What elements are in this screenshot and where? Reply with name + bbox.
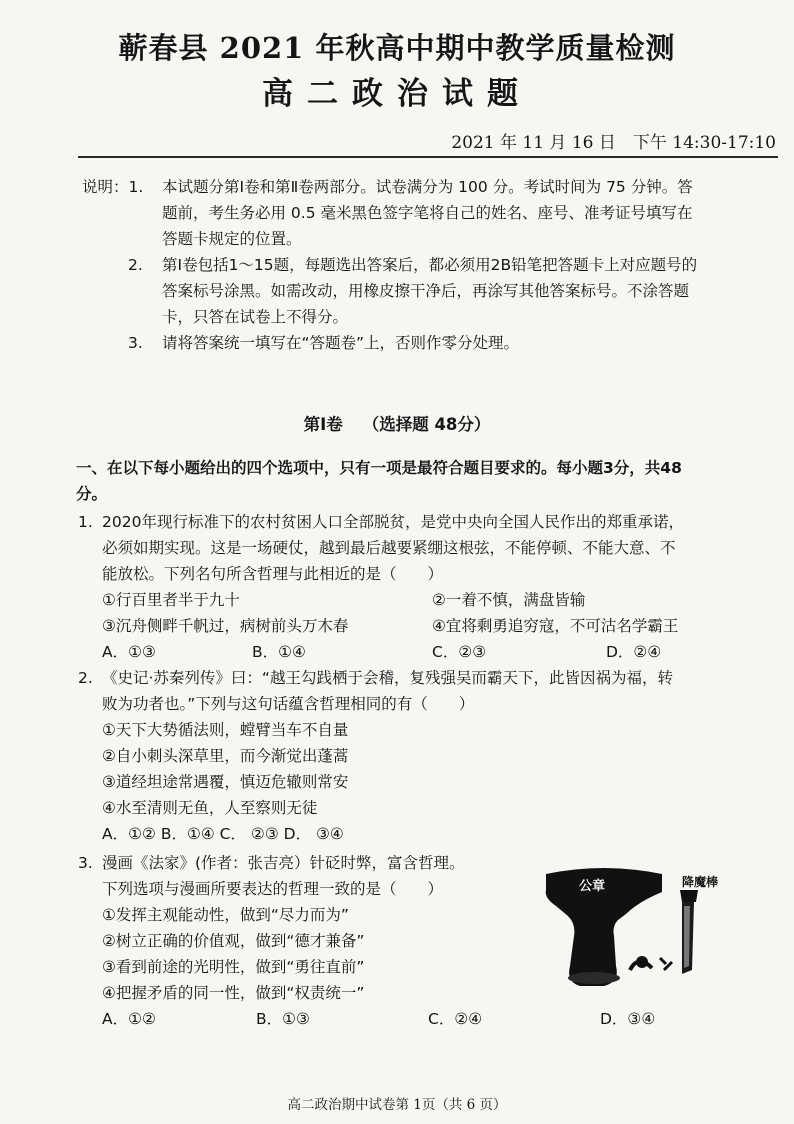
stick-label: 降魔棒 xyxy=(682,875,719,889)
question-2 xyxy=(78,665,778,847)
instruction-line: 题前，考生务必用 0.5 毫米黑色签字笔将自己的姓名、座号、准考证号填写在 xyxy=(162,204,693,222)
instruction-line: 卡，只答在试卷上不得分。 xyxy=(162,308,349,326)
instruction-line: 第Ⅰ卷包括1～15题，每题选出答案后，都必须用2B铅笔把答题卡上对应题号的 xyxy=(162,256,698,274)
option-b[interactable]: B．①③ xyxy=(256,1010,310,1028)
instruction-line: 答案标号涂黑。如需改动，用橡皮擦干净后，再涂写其他答案标号。不涂答题 xyxy=(162,282,690,300)
instruction-number: 1. xyxy=(128,178,144,196)
statement: ②一着不慎，满盘皆输 xyxy=(432,591,586,609)
option-d[interactable]: D．②④ xyxy=(606,643,662,661)
stamp-label: 公章 xyxy=(579,879,606,894)
option-a[interactable]: A．①② xyxy=(102,1010,156,1028)
section-heading xyxy=(0,411,794,435)
option-b[interactable]: B．①④ xyxy=(252,643,306,661)
question-stem-line: 2020年现行标准下的农村贫困人口全部脱贫，是党中央向全国人民作出的郑重承诺， xyxy=(102,513,684,531)
statement: ②自小刺头深草里，而今渐觉出蓬蒿 xyxy=(102,747,349,765)
instructions xyxy=(82,174,782,356)
header-divider xyxy=(78,156,778,158)
part-one-line: 一、在以下每小题给出的四个选项中，只有一项是最符合题目要求的。每小题3分，共48 xyxy=(76,459,682,477)
statement: ①行百里者半于九十 xyxy=(102,591,240,609)
question-number: 3. xyxy=(78,854,93,872)
statement: ③道经坦途常遇覆，慎迈危辙则常安 xyxy=(102,773,349,791)
question-number: 2. xyxy=(78,669,93,687)
question-stem-line: 败为功者也。”下列与这句话蕴含哲理相同的有（ ） xyxy=(102,695,475,713)
statement: ②树立正确的价值观，做到“德才兼备” xyxy=(102,932,365,950)
instruction-number: 2. xyxy=(128,256,143,274)
question-1 xyxy=(78,509,778,665)
instruction-line: 本试题分第Ⅰ卷和第Ⅱ卷两部分。试卷满分为 100 分。考试时间为 75 分钟。答 xyxy=(162,178,693,196)
option-c[interactable]: C．②④ xyxy=(428,1010,483,1028)
part-one-instruction xyxy=(76,455,786,507)
question-stem-line: 《史记·苏秦列传》曰：“越王勾践栖于会稽，复残强吴而霸天下，此皆因祸为福，转 xyxy=(102,669,673,687)
statement: ④宜将剩勇追穷寇，不可沽名学霸王 xyxy=(432,617,679,635)
volume-label: 第Ⅰ卷 xyxy=(303,415,343,434)
question-stem-line: 能放松。下列名句所含哲理与此相近的是（ ） xyxy=(102,565,444,583)
question-stem-line: 漫画《法家》(作者：张吉亮）针砭时弊，富含哲理。 xyxy=(102,854,465,872)
instruction-line: 答题卡规定的位置。 xyxy=(162,230,302,248)
instruction-number: 3. xyxy=(128,334,143,352)
statement: ③沉舟侧畔千帆过，病树前头万木春 xyxy=(102,617,349,635)
option-a[interactable]: A．①③ xyxy=(102,643,156,661)
part-one-line: 分。 xyxy=(76,485,108,503)
question-stem-line: 必须如期实现。这是一场硬仗，越到最后越要紧绷这根弦，不能停顿、不能大意、不 xyxy=(102,539,676,557)
statement: ①发挥主观能动性，做到“尽力而为” xyxy=(102,906,349,924)
question-number: 1. xyxy=(78,513,93,531)
instructions-label: 说明： xyxy=(82,178,129,196)
section-kind: （选择题 48分） xyxy=(362,415,491,434)
options-line[interactable]: A．①② B．①④ C． ②③ D． ③④ xyxy=(102,825,344,843)
option-d[interactable]: D．③④ xyxy=(600,1010,656,1028)
exam-subtitle: 高二政治试题 xyxy=(262,76,532,112)
option-c[interactable]: C．②③ xyxy=(432,643,487,661)
instruction-line: 请将答案统一填写在“答题卷”上，否则作零分处理。 xyxy=(162,334,520,352)
instruction-item xyxy=(82,252,782,330)
instruction-item xyxy=(82,174,782,252)
question-stem-line: 下列选项与漫画所要表达的哲理一致的是（ ） xyxy=(102,880,444,898)
statement: ③看到前途的光明性，做到“勇往直前” xyxy=(102,958,365,976)
exam-title: 蕲春县 2021 年秋高中期中教学质量检测 xyxy=(118,31,676,65)
page-footer: 高二政治期中试卷第 1页（共 6 页） xyxy=(287,1097,507,1113)
statement: ④水至清则无鱼，人至察则无徒 xyxy=(102,799,318,817)
instruction-item xyxy=(82,330,782,356)
statement: ①天下大势循法则，螳臂当车不自量 xyxy=(102,721,349,739)
statement: ④把握矛盾的同一性，做到“权责统一” xyxy=(102,984,365,1002)
cartoon-illustration xyxy=(534,862,779,992)
exam-datetime: 2021 年 11 月 16 日 下午 14:30-17:10 xyxy=(451,133,776,153)
